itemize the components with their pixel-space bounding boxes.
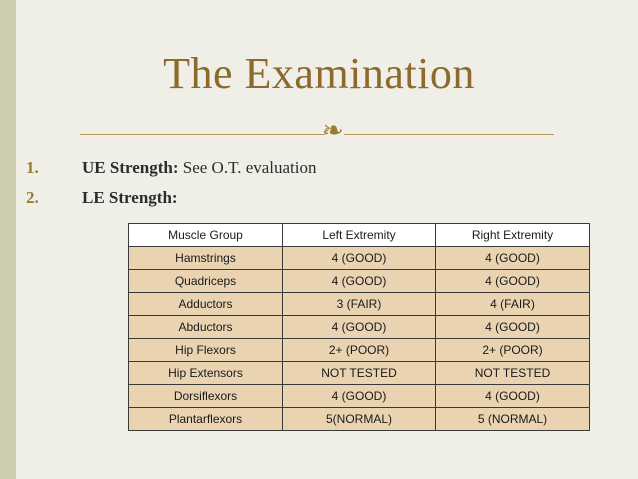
table-cell: 4 (GOOD) — [283, 316, 436, 339]
table-cell: 4 (GOOD) — [436, 316, 590, 339]
table-cell: 4 (GOOD) — [436, 270, 590, 293]
table-header-row — [129, 224, 590, 247]
table-row — [129, 408, 590, 431]
table-cell: 2+ (POOR) — [283, 339, 436, 362]
table-row — [129, 362, 590, 385]
table-row — [129, 385, 590, 408]
table-row — [129, 339, 590, 362]
table-cell: 4 (GOOD) — [283, 385, 436, 408]
list-label: UE Strength: — [82, 158, 179, 177]
list-item — [26, 158, 317, 188]
header-left-extremity: Left Extremity — [283, 224, 436, 247]
table-cell: Hamstrings — [129, 247, 283, 270]
header-right-extremity: Right Extremity — [436, 224, 590, 247]
list-number: 1. — [26, 158, 39, 177]
table-cell: 5 (NORMAL) — [436, 408, 590, 431]
table-cell: 3 (FAIR) — [283, 293, 436, 316]
list-label: LE Strength: — [82, 188, 178, 207]
table-cell: 5(NORMAL) — [283, 408, 436, 431]
table-cell: Plantarflexors — [129, 408, 283, 431]
table-row — [129, 247, 590, 270]
divider-left — [80, 134, 325, 135]
strength-list — [26, 158, 317, 218]
table-cell: 4 (GOOD) — [283, 270, 436, 293]
table-cell: Abductors — [129, 316, 283, 339]
table-row — [129, 293, 590, 316]
table-cell: NOT TESTED — [283, 362, 436, 385]
table-cell: 2+ (POOR) — [436, 339, 590, 362]
list-number: 2. — [26, 188, 39, 207]
table-row — [129, 270, 590, 293]
table-cell: Hip Extensors — [129, 362, 283, 385]
table-cell: 4 (FAIR) — [436, 293, 590, 316]
table-row — [129, 316, 590, 339]
table-cell: Quadriceps — [129, 270, 283, 293]
divider-right — [344, 134, 554, 135]
floral-ornament-icon: ❧ — [322, 116, 344, 146]
slide-title: The Examination — [163, 49, 475, 98]
table-cell: Hip Flexors — [129, 339, 283, 362]
table-cell: NOT TESTED — [436, 362, 590, 385]
table-cell: 4 (GOOD) — [436, 385, 590, 408]
strength-table — [128, 223, 590, 431]
table-cell: Adductors — [129, 293, 283, 316]
header-muscle-group: Muscle Group — [129, 224, 283, 247]
table-cell: 4 (GOOD) — [436, 247, 590, 270]
table-cell: Dorsiflexors — [129, 385, 283, 408]
table-cell: 4 (GOOD) — [283, 247, 436, 270]
list-text: See O.T. evaluation — [182, 158, 317, 177]
list-item — [26, 188, 317, 218]
